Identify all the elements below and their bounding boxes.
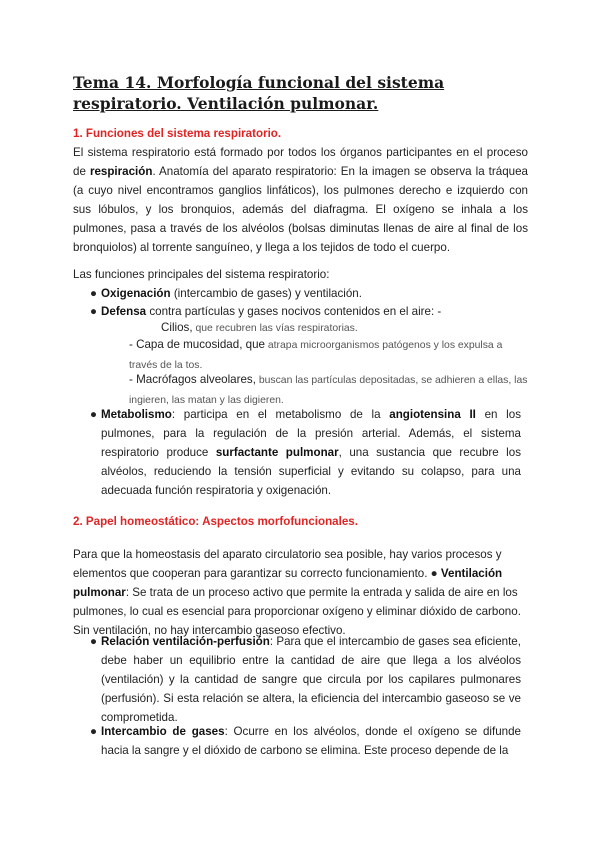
- macrofagos-label: - Macrófagos alveolares,: [129, 373, 256, 386]
- page-title: Tema 14. Morfología funcional del sistema respiratorio. Ventilación pulmonar.: [73, 73, 445, 113]
- bullet-relacion: [90, 632, 521, 727]
- functions-intro: Las funciones principales del sistema respiratorio:: [73, 268, 330, 281]
- section-2-intro: [73, 545, 528, 640]
- bullet-dot: ●: [90, 305, 98, 318]
- bullet-metabolismo: [90, 405, 521, 500]
- section-1-heading: 1. Funciones del sistema respiratorio.: [73, 127, 282, 140]
- mucosidad-label: - Capa de mucosidad, que: [129, 338, 265, 351]
- intercambio-text: : Ocurre en los alvéolos, donde el oxígeno se difunde hacia la sangre y el dióxido de carbono se elimina. Este proceso depende de la: [101, 725, 521, 757]
- intercambio-term: Intercambio de gases: [101, 725, 225, 738]
- defensa-text: contra partículas y gases nocivos contenidos en el aire: -: [146, 305, 442, 318]
- bullet-dot: ●: [90, 287, 98, 300]
- metabolismo-text-cont: en los pulmones, para la regulación de la presión arterial. Además, el sistema respiratorio produce: [101, 408, 521, 459]
- homeostasis-text: Para que la homeostasis del aparato circulatorio sea posible, hay varios procesos y elementos que cooperan para garantizar su correcto funcionamiento. ●: [73, 548, 502, 580]
- angiotensina-term: angiotensina II: [389, 408, 476, 421]
- section-1-intro: [73, 143, 528, 257]
- surfactante-term: surfactante pulmonar: [215, 446, 339, 459]
- respiracion-term: respiración: [89, 165, 153, 178]
- section-2-heading: 2. Papel homeostático: Aspectos morfofuncionales.: [73, 515, 358, 528]
- cilios-desc: que recubren las vías respiratorias.: [192, 323, 358, 334]
- ventilacion-text: : Se trata de un proceso activo que permite la entrada y salida de aire en los pulmones, lo cual es esencial para proporcionar oxígeno y eliminar dióxido de carbono. Sin ventilación, no hay intercambio gaseoso efectivo.: [73, 586, 521, 637]
- oxigenacion-text: (intercambio de gases) y ventilación.: [170, 287, 362, 300]
- intro-text-cont: . Anatomía del aparato respiratorio: En la imagen se observa la tráquea (a cuyo nivel encontramos ganglios linfáticos), los pulmones derecho e izquierdo con sus lóbulos, y los bronquios, además del diafragma. El oxígeno se inhala a los pulmones, pasa a través de los alvéolos (bolsas diminutas llenas de aire al final de los bronquiolos) al torrente sanguíneo, y llega a los tejidos de todo el cuerpo.: [73, 165, 528, 254]
- defensa-term: Defensa: [101, 305, 147, 318]
- bullet-dot: ●: [90, 408, 98, 421]
- relacion-text: : Para que el intercambio de gases sea eficiente, debe haber un equilibrio entre la cantidad de aire que llega a los alvéolos (ventilación) y la cantidad de sangre que circula por los capilares pulmonares (perfusión). Si esta relación se altera, la eficiencia del intercambio gaseoso se ve comprometida.: [101, 635, 521, 724]
- bullet-dot: ●: [90, 725, 98, 738]
- bullet-dot: ●: [90, 635, 98, 648]
- metabolismo-text: : participa en el metabolismo de la: [171, 408, 390, 421]
- mucosidad-item: [129, 335, 529, 375]
- mucosidad-desc: atrapa microorganismos patógenos y los expulsa a través de la tos.: [129, 340, 503, 371]
- bullet-intercambio: [90, 722, 521, 760]
- relacion-term: Relación ventilación-perfusión: [101, 635, 270, 648]
- cilios-label: Cilios,: [161, 321, 193, 334]
- macrofagos-item: [129, 370, 529, 410]
- ventilacion-term: Ventilación pulmonar: [73, 567, 503, 599]
- metabolismo-term: Metabolismo: [101, 408, 172, 421]
- metabolismo-text-end: , una sustancia que recubre los alvéolos, reduciendo la tensión superficial y evitando su colapso, para una adecuada función respiratoria y oxigenación.: [101, 446, 521, 497]
- macrofagos-desc: buscan las partículas depositadas, se adhieren a ellas, las ingieren, las matan y las digieren.: [129, 375, 528, 406]
- intro-text: El sistema respiratorio está formado por todos los órganos participantes en el proceso de: [73, 146, 528, 178]
- oxigenacion-term: Oxigenación: [101, 287, 171, 300]
- bullet-oxigenacion: [90, 284, 521, 303]
